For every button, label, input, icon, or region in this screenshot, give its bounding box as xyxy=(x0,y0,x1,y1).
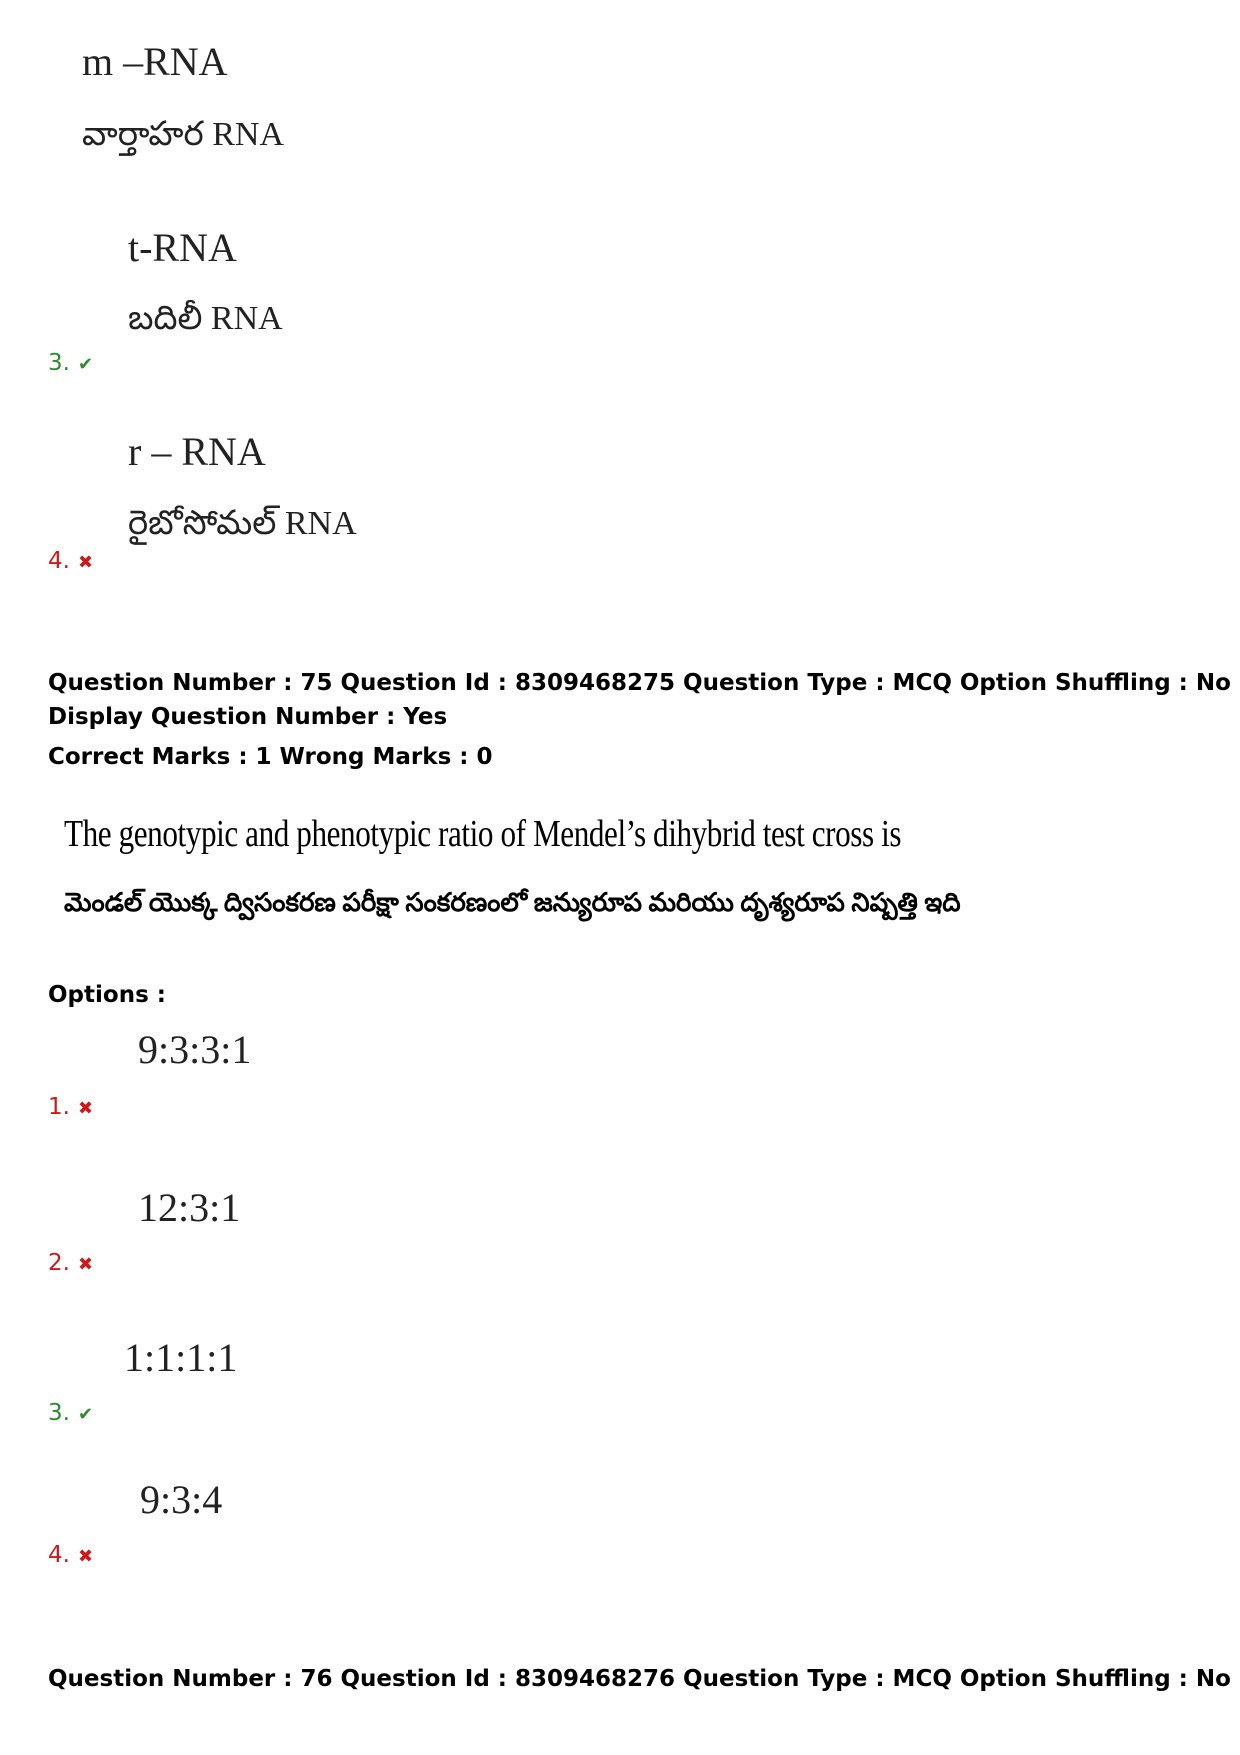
options-label: Options : xyxy=(48,982,166,1008)
option-line-en: t-RNA xyxy=(128,225,237,270)
cross-icon: ✖ xyxy=(77,1254,94,1275)
option-line-te: రైబోసోమల్ RNA xyxy=(128,505,357,542)
option-number-1 xyxy=(48,1094,93,1120)
marks-info: Correct Marks : 1 Wrong Marks : 0 xyxy=(48,744,493,770)
cross-icon: ✖ xyxy=(77,552,94,573)
option-line-en: m –RNA xyxy=(82,39,228,84)
display-question-number: Display Question Number : Yes xyxy=(48,704,448,730)
option-value: 12:3:1 xyxy=(138,1185,241,1230)
option-line-en: r – RNA xyxy=(128,429,266,474)
option-value: 9:3:3:1 xyxy=(138,1027,252,1072)
option-number-label: 1. xyxy=(48,1094,70,1120)
option-number-label: 3. xyxy=(48,350,70,376)
option-number-3 xyxy=(48,1400,93,1426)
option-number-3 xyxy=(48,350,93,376)
option-number-2 xyxy=(48,1250,93,1276)
question-header: Question Number : 76 Question Id : 8309468276 Question Type : MCQ Option Shuffling : No xyxy=(48,1666,1231,1692)
check-icon: ✔ xyxy=(77,354,94,375)
option-number-label: 2. xyxy=(48,1250,70,1276)
cross-icon: ✖ xyxy=(77,1546,94,1567)
question-text-te: మెండల్ యొక్క ద్విసంకరణ పరీక్షా సంకరణంలో జన్యురూప మరియు దృశ్యరూప నిష్పత్తి ఇది xyxy=(64,888,961,917)
option-number-label: 4. xyxy=(48,548,70,574)
option-number-4 xyxy=(48,1542,93,1568)
check-icon: ✔ xyxy=(77,1404,94,1425)
option-line-te: బదిలీ RNA xyxy=(128,300,283,337)
option-number-label: 3. xyxy=(48,1400,70,1426)
option-number-4 xyxy=(48,548,93,574)
question-text-en: The genotypic and phenotypic ratio of Mendel’s dihybrid test cross is xyxy=(64,813,902,855)
cross-icon: ✖ xyxy=(77,1098,94,1119)
option-value: 9:3:4 xyxy=(140,1477,223,1522)
option-number-label: 4. xyxy=(48,1542,70,1568)
option-line-te: వార్తాహర RNA xyxy=(82,116,285,153)
option-value: 1:1:1:1 xyxy=(124,1335,238,1380)
question-header: Question Number : 75 Question Id : 8309468275 Question Type : MCQ Option Shuffling : No xyxy=(48,670,1231,696)
